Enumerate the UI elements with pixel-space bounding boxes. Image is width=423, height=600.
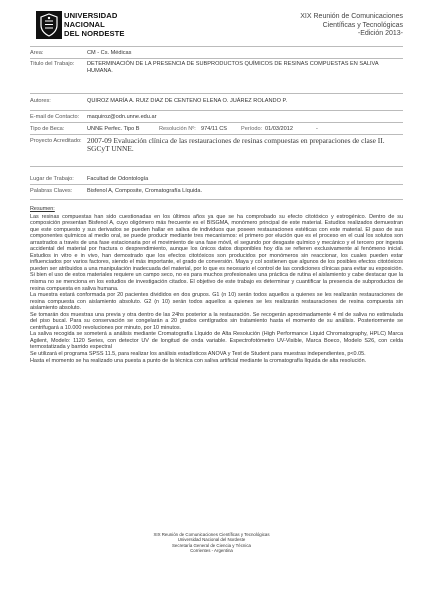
abstract-paragraph: Las resinas compuestas han sido cuestionadas en los últimos años ya que se ha comprobado su efecto citotóxico y estrogénico. Dentro de su composición presentan Bisfenol A, cuyo oligómero más frecuente es el BISGMA, monómero principal de este material. Estudios realizados demuestran que este compuesto y sus derivados se pueden hallar en saliva de individuos que poseen restauraciones estéticas con este material. El paso de sus componentes químicos al medio oral, se puede producir mediante tres mecanismos: el primero por elución que es el proceso en el cual los solutos son arrastrados a través de una fase estacionaria por el movimiento de una fase móvil, el segundo por desgaste químico y mecánico y el tercero por ingesta accidental del material por fractura o desprendimiento, aunque los únicos datos disponibles hoy día se refieren exclusivamente al fenómeno inicial. Estudios in vitro e in vivo, han demostrado que los efectos citotóxicos son producidos por monómeros sin reaccionar, los cuales pueden estar influenciados por varios factores, siendo el más importante, el grado de conversión. Maya y col sostienen que algunos de los posibles efectos citotóxicos pueden ser atribuidos a una manipulación inadecuada del material, por lo que es necesario el control de las condiciones clínicas para evitar su exposición. Si bien el uso de estos materiales requiere un campo seco, no es para muchos profesionales una práctica de rutina el aislamiento y cabe destacar que la misma no se menciona en los estudios de investigación citados. El objetivo de este trabajo es determinar y cuantificar la presencia de subproductos de resina compuesta en saliva humana.	[30, 213, 403, 292]
field-value: Bisfenol A, Composite, Cromatografía Líquida.	[87, 188, 203, 194]
divider	[30, 122, 403, 123]
university-logo-icon	[36, 11, 62, 39]
divider	[30, 166, 403, 167]
abstract-paragraph: Se tomarán dos muestras una previa y otra dentro de las 24hs posterior a la restauración. Se recogerán aproximadamente 4 ml de saliva no estimulada del piso bucal. Para su conservación se congelarán a 20 grados centígrados sin tratamiento hasta el momento de su análisis. Posteriormente se centrifugará a 10.000 revoluciones por minuto, por 10 minutos.	[30, 311, 403, 331]
document-footer	[0, 532, 423, 554]
field-value: Facultad de Odontología	[87, 176, 149, 182]
field-label: Lugar de Trabajo:	[30, 176, 74, 182]
university-name	[64, 12, 125, 38]
field-label: Titulo del Trabajo:	[30, 61, 75, 67]
field-value: 974/11 CS	[201, 126, 228, 132]
field-label: Palabras Claves:	[30, 188, 73, 194]
field-label: Tipo de Beca:	[30, 126, 65, 132]
field-value: CM - Cs. Médicas	[87, 50, 132, 56]
abstract-paragraph: Hasta el momento se ha realizado una puesta a punto de la técnica con saliva artificial mediante la cromatografía líquida de alta resolución.	[30, 357, 367, 364]
divider	[30, 110, 403, 111]
abstract-paragraph: La saliva recogida se someterá a análisis mediante Cromatografía Líquido de Alta Resolución (High Performance Liquid Chromatography, HPLC) Marca Agilent, Modelo: 1120 Series, con detector UV de longitud de onda variable. Espectrofotómetro UV-Visible, Marca Boeco, Modelo S26, con celda termostatizada y barrido espectral	[30, 331, 403, 351]
divider	[30, 58, 403, 59]
field-value: 2007-09 Evaluación clínica de las restauraciones de resinas compuestas en preparaciones de clase II. SGCyT UNNE.	[87, 136, 385, 154]
university-name-line2: NACIONAL	[64, 19, 105, 29]
field-label: Area:	[30, 50, 44, 56]
periodo-separator: -	[316, 126, 318, 132]
field-value: QUIROZ MARÍA A. RUIZ DIAZ DE CENTENO ELENA O. JUÁREZ ROLANDO P.	[87, 98, 288, 104]
field-value: 01/03/2012	[265, 126, 293, 132]
university-name-line1: UNIVERSIDAD	[64, 11, 118, 20]
footer-line: Universidad Nacional del Nordeste	[177, 537, 246, 543]
footer-line: Secretaría General de Ciencia y Técnica	[172, 542, 251, 548]
university-name-line3: DEL NORDESTE	[64, 28, 125, 38]
abstract-title: Resumen:	[30, 206, 55, 212]
event-edition: -Edición 2013-	[357, 30, 403, 38]
field-label: Período:	[241, 126, 263, 132]
field-label: Autores:	[30, 98, 51, 104]
divider	[30, 184, 403, 185]
divider	[30, 93, 403, 94]
field-label: E-mail de Contacto:	[30, 114, 80, 120]
divider	[30, 199, 403, 200]
divider	[30, 46, 403, 47]
email-link[interactable]: maquiroz@odn.unne.edu.ar	[87, 114, 157, 120]
document-header	[0, 0, 423, 46]
field-label: Proyecto Acreditado:	[30, 138, 82, 144]
abstract-paragraph: La muestra estará conformada por 20 pacientes divididos en dos grupos. G1 (n 10) serán todos aquellos a quienes se les realizarán restauraciones de resina compuesta con aislamiento absoluto. G2 (n 10) serán todos aquellos a quienes se les realizarán restauraciones de resina compuesta sin aislamiento absoluto.	[30, 292, 403, 312]
event-title	[300, 13, 403, 39]
abstract-paragraph: Se utilizará el programa SPSS 11.5, para realizar los análisis estadísticos ANOVA y Test de Student para muestras independientes, p<0.05.	[30, 351, 366, 358]
field-value: DETERMINACIÓN DE LA PRESENCIA DE SUBPRODUCTOS QUÍMICOS DE RESINAS COMPUESTAS EN SALIVA HUMANA.	[87, 61, 379, 74]
event-title-line1: XIX Reunión de Comunicaciones	[300, 13, 403, 20]
abstract	[30, 206, 403, 364]
field-label: Resolución Nº:	[159, 126, 196, 132]
event-title-line2: Científicas y Tecnológicas	[322, 21, 403, 29]
divider	[30, 134, 403, 135]
footer-line: XIX Reunión de Comunicaciones Científicas y Tecnológicas	[153, 532, 270, 537]
footer-line: Corrientes - Argentina	[190, 548, 233, 554]
field-value: UNNE Perfec. Tipo B	[87, 126, 140, 132]
